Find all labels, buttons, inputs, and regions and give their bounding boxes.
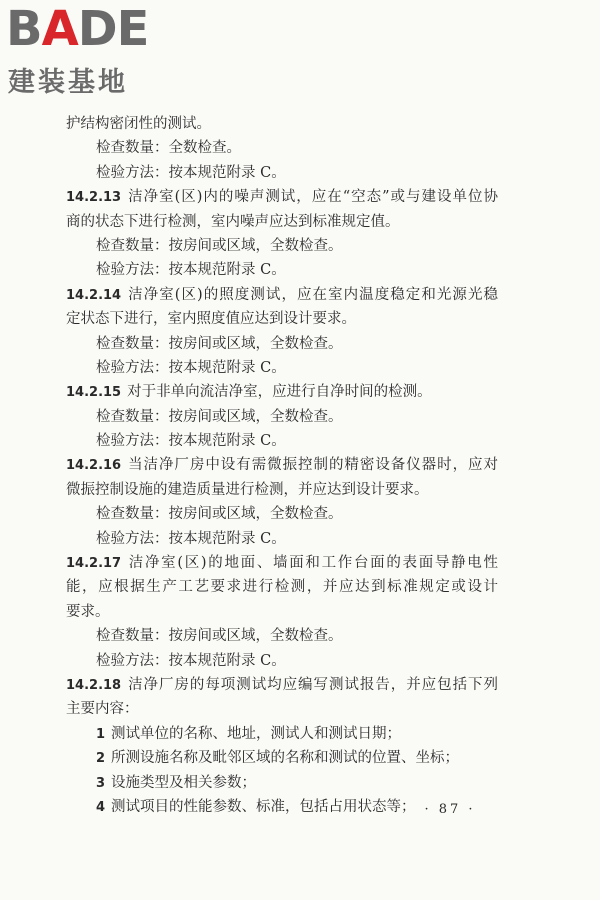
list-item: 4 测试项目的性能参数、标准，包括占用状态等； xyxy=(96,798,416,815)
text-line: 检验方法：按本规范附录 C。 xyxy=(96,652,286,669)
document-body xyxy=(66,112,498,819)
text-line: 检查数量：按房间或区域，全数检查。 xyxy=(96,628,343,645)
clause-heading: 14.2.16 当洁净厂房中设有需微振控制的精密设备仪器时，应对 xyxy=(66,457,498,474)
clause-number: 14.2.18 xyxy=(66,677,122,693)
page-number: · 87 · xyxy=(424,802,476,817)
clause-heading: 14.2.14 洁净室(区)的照度测试，应在室内温度稳定和光源光稳 xyxy=(66,286,498,303)
logo-letters-de: DE xyxy=(77,1,149,57)
clause-number: 14.2.16 xyxy=(66,458,122,474)
list-item-number: 4 xyxy=(96,799,106,815)
logo-letter-a: A xyxy=(41,1,78,57)
text-line: 要求。 xyxy=(66,603,110,620)
list-item-number: 2 xyxy=(96,751,106,767)
text-line: 检验方法：按本规范附录 C。 xyxy=(96,530,286,547)
clause-heading: 14.2.15 对于非单向流洁净室，应进行自净时间的检测。 xyxy=(66,384,432,401)
text-line: 检验方法：按本规范附录 C。 xyxy=(96,262,286,279)
logo-subtitle: 建装基地 xyxy=(8,67,128,98)
clause-number: 14.2.15 xyxy=(66,385,122,401)
list-item: 1 测试单位的名称、地址，测试人和测试日期； xyxy=(96,725,402,742)
clause-number: 14.2.17 xyxy=(66,556,122,572)
logo-letter-b: B xyxy=(6,1,42,57)
text-line: 主要内容： xyxy=(66,701,139,718)
text-line: 定状态下进行，室内照度值应达到设计要求。 xyxy=(66,311,356,328)
text-line: 微振控制设施的建造质量进行检测，并应达到设计要求。 xyxy=(66,481,429,498)
list-item: 2 所测设施名称及毗邻区域的名称和测试的位置、坐标； xyxy=(96,750,460,767)
text-line: 检查数量：按房间或区域，全数检查。 xyxy=(96,237,343,254)
brand-logo xyxy=(6,1,181,98)
list-item: 3 设施类型及相关参数； xyxy=(96,774,257,791)
text-line: 护结构密闭性的测试。 xyxy=(66,116,211,132)
list-item-number: 3 xyxy=(96,775,106,791)
clause-number: 14.2.14 xyxy=(66,287,122,303)
text-line: 检验方法：按本规范附录 C。 xyxy=(96,359,286,376)
clause-heading: 14.2.17 洁净室(区)的地面、墙面和工作台面的表面导静电性 xyxy=(66,555,498,572)
text-line: 检查数量：全数检查。 xyxy=(96,140,241,157)
clause-number: 14.2.13 xyxy=(66,190,122,206)
clause-heading: 14.2.13 洁净室(区)内的噪声测试，应在“空态”或与建设单位协 xyxy=(66,189,498,206)
logo-wordmark xyxy=(6,1,149,57)
text-line: 检验方法：按本规范附录 C。 xyxy=(96,164,286,181)
text-line: 检查数量：按房间或区域，全数检查。 xyxy=(96,408,343,425)
text-line: 检查数量：按房间或区域，全数检查。 xyxy=(96,506,343,523)
clause-heading: 14.2.18 洁净厂房的每项测试均应编写测试报告，并应包括下列 xyxy=(66,676,498,693)
list-item-number: 1 xyxy=(96,726,106,742)
text-line: 商的状态下进行检测，室内噪声应达到标准规定值。 xyxy=(66,213,400,230)
text-line: 能，应根据生产工艺要求进行检测，并应达到标准规定或设计 xyxy=(66,579,498,596)
text-line: 检查数量：按房间或区域，全数检查。 xyxy=(96,335,343,352)
text-line: 检验方法：按本规范附录 C。 xyxy=(96,433,286,450)
